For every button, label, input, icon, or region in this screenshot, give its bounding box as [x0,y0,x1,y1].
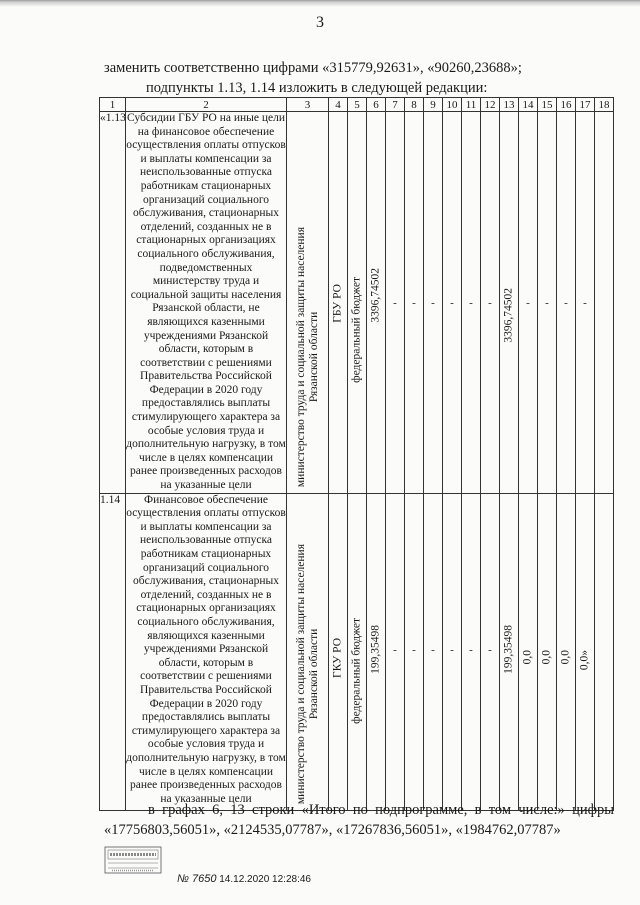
total-cell [367,112,386,494]
year-cell [595,493,614,810]
year-cell [386,112,405,494]
year-cell [576,112,595,494]
cell-value: - [450,643,454,656]
year-cell [424,112,443,494]
row-number: 1.14 [100,493,126,810]
year-cell [519,112,538,494]
executor-line-2: Рязанской области [307,311,320,402]
registration-footer [177,873,311,885]
cell-value: - [431,643,435,656]
closing-paragraph: в графах 6, 13 строки «Итого по подпрограмме, в том числе:» цифры «17756803,56051», «2124535,07787», «17267836,56051», «1984762,07787» [104,802,614,838]
cell-value: 0,0 [559,650,572,665]
year-cell [519,493,538,810]
registration-datetime: 14.12.2020 12:28:46 [219,874,311,885]
year-cell [538,112,557,494]
subprogram-table [99,97,614,811]
executor-cell [287,112,329,494]
cell-value: - [393,297,397,309]
year-cell [481,112,500,494]
source-cell [348,493,367,810]
total-value: 199,35498 [369,624,382,674]
intro-line-2: подпункты 1.13, 1.14 изложить в следующей редакции: [146,80,488,96]
year-cell [576,493,595,810]
recipient-text: ГКУ РО [331,637,344,678]
column-header: 5 [348,98,367,112]
year-cell [538,493,557,810]
executor-cell [287,493,329,810]
year-cell [386,493,405,810]
total-cell [367,493,386,810]
table-row-1-13 [100,112,614,494]
executor-text [295,544,321,804]
cell-value: - [469,643,473,656]
cell-value: - [469,297,473,309]
year-cell [405,112,424,494]
electronic-signature-stamp [104,846,162,879]
year-cell [557,493,576,810]
column-header: 3 [287,98,329,112]
column-header: 13 [500,98,519,112]
registration-number: № 7650 [177,873,217,885]
table-row-1-14 [100,493,614,810]
row-number: «1.13 [100,112,126,494]
cell-value: - [564,297,568,309]
column-header: 8 [405,98,424,112]
column-header: 6 [367,98,386,112]
column-header: 4 [329,98,348,112]
year-cell [481,493,500,810]
scan-top-edge [0,0,640,8]
column-header: 12 [481,98,500,112]
recipient-text: ГБУ РО [331,283,344,323]
column-header: 11 [462,98,481,112]
executor-line-1: министерство труда и социальной защиты населения [294,543,307,804]
cell-value: - [450,297,454,309]
cell-value: - [488,297,492,309]
cell-value: - [526,297,530,309]
cell-value: 0,0 [521,650,534,665]
year-cell [424,493,443,810]
table-header-row [100,98,614,112]
executor-line-2: Рязанской области [307,628,320,719]
source-cell [348,112,367,494]
year-cell [443,493,462,810]
recipient-cell [329,493,348,810]
column-header: 10 [443,98,462,112]
year-cell [462,493,481,810]
cell-value: - [431,297,435,309]
column-header: 14 [519,98,538,112]
cell-value: - [488,643,492,656]
year-cell [462,112,481,494]
column-header: 16 [557,98,576,112]
recipient-cell [329,112,348,494]
executor-text [295,227,321,487]
column-header: 9 [424,98,443,112]
column-header: 1 [100,98,126,112]
cell-value: - [545,297,549,309]
year-cell [500,493,519,810]
executor-line-1: министерство труда и социальной защиты населения [294,226,307,487]
cell-value: 0,0» [578,649,591,670]
cell-value: - [393,643,397,656]
column-header: 17 [576,98,595,112]
cell-value: - [412,643,416,656]
year-cell [557,112,576,494]
page-number: 3 [316,14,324,31]
funding-source-text: федеральный бюджет [350,276,363,383]
cell-value: - [412,297,416,309]
year-cell [443,112,462,494]
year-cell [500,112,519,494]
cell-value: 3396,74502 [502,288,515,343]
year-cell [405,493,424,810]
signature-stamp-icon [104,846,162,874]
total-value: 3396,74502 [369,268,382,323]
year-cell [595,112,614,494]
funding-source-text: федеральный бюджет [350,617,363,724]
column-header: 7 [386,98,405,112]
intro-line-1: заменить соответственно цифрами «315779,92631», «90260,23688»; [104,60,522,76]
column-header: 2 [126,98,287,112]
row-description: Субсидии ГБУ РО на иные цели на финансовое обеспечение осуществления оплаты отпусков и выплаты компенсации за неиспользованные отпуска работникам стационарных организаций социального обслуживания, стационарных отделений, созданных не в стационарных организациях социального обслуживания, подведомственных министерству труда и социальной защиты населения Рязанской области, не являющихся казенными учреждениями Рязанской области, которым в соответствии с решениями Правительства Российской Федерации в 2020 году предоставлялись выплаты стимулирующего характера за особые условия труда и дополнительную нагрузку, в том числе в целях компенсации ранее произведенных расходов на указанные цели [126,112,287,494]
column-header: 15 [538,98,557,112]
cell-value: 199,35498 [502,624,515,674]
column-header: 18 [595,98,614,112]
row-description: Финансовое обеспечение осуществления оплаты отпусков и выплаты компенсации за неиспользованные отпуска работникам стационарных организаций социального обслуживания, стационарных отделений, созданных не в стационарных организациях социального обслуживания, являющихся казенными учреждениями Рязанской области, которым в соответствии с решениями Правительства Российской Федерации в 2020 году предоставлялись выплаты стимулирующего характера за особые условия труда и дополнительную нагрузку, в том числе в целях компенсации ранее произведенных расходов на указанные цели [126,493,287,810]
cell-value: 0,0 [540,650,553,665]
cell-value: - [583,297,587,309]
